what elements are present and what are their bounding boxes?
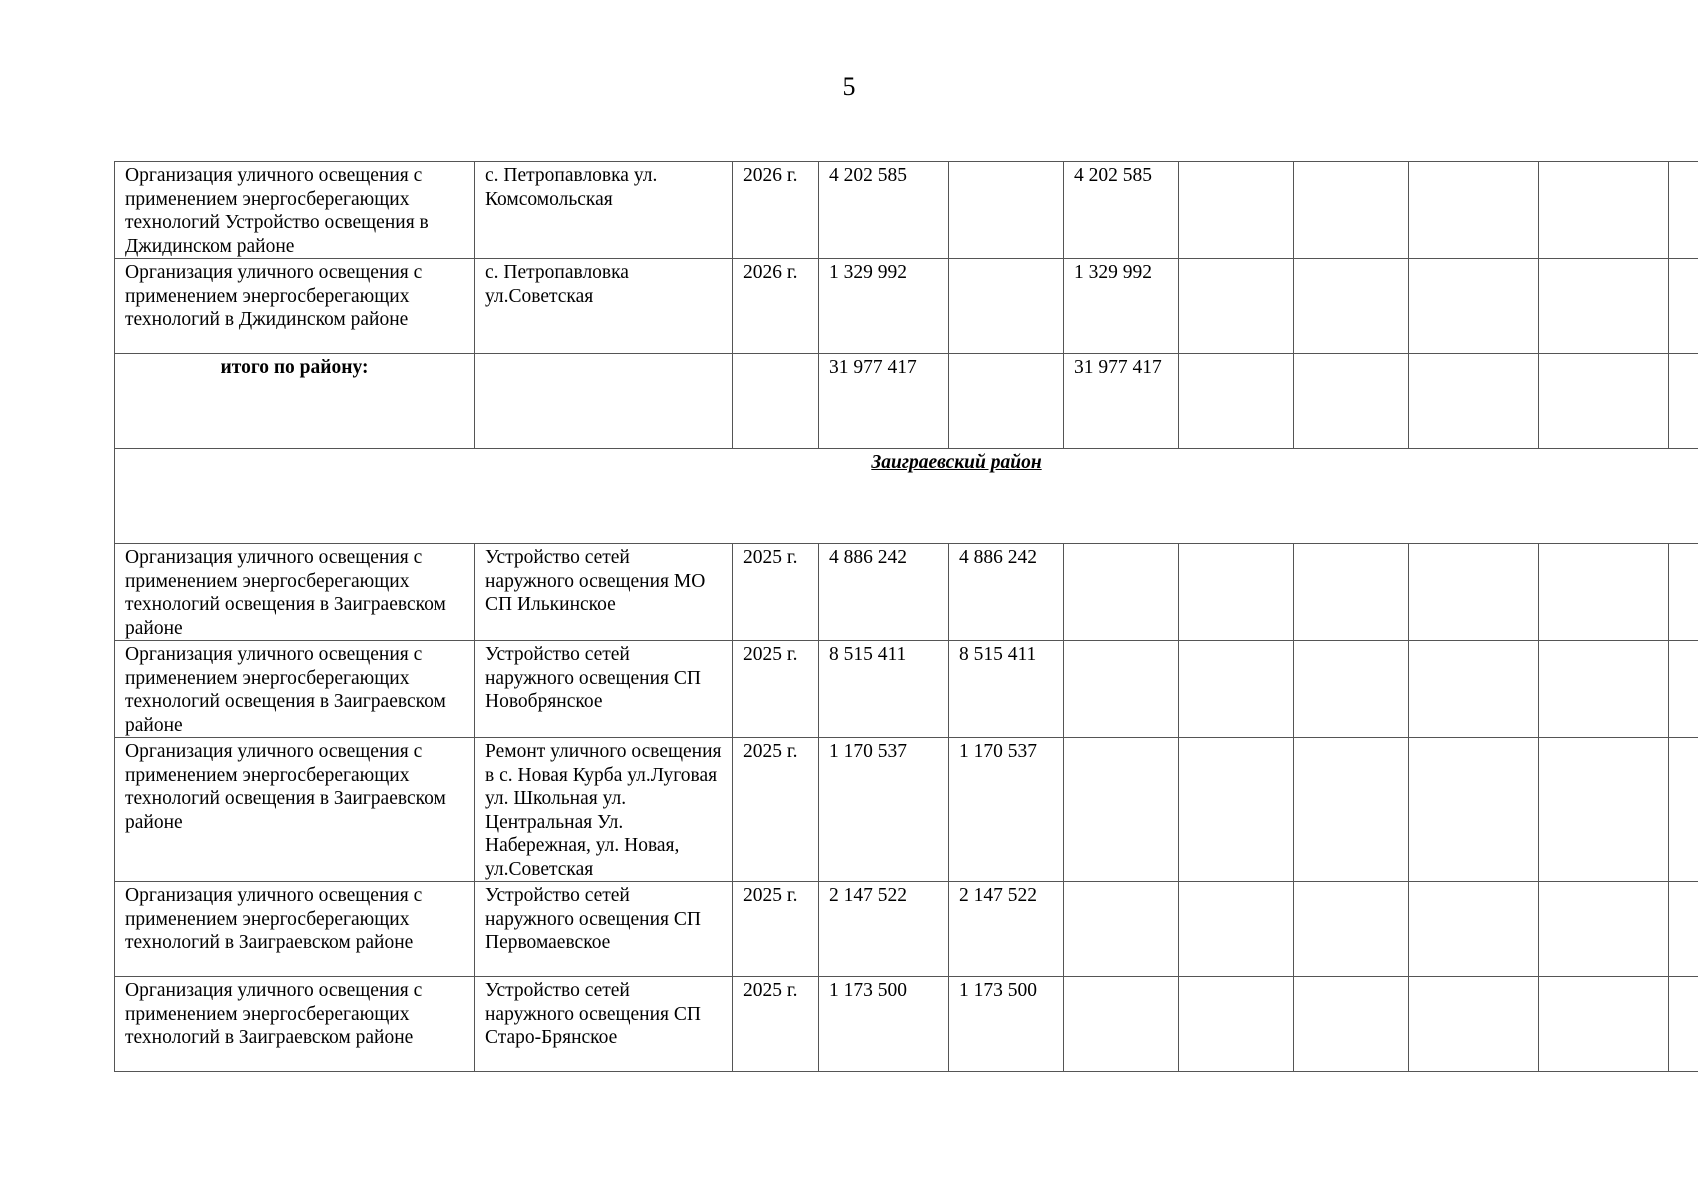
empty-cell xyxy=(1539,882,1669,977)
table-row xyxy=(115,882,1698,977)
table-row xyxy=(115,977,1698,1072)
total-amount-cell: 1 173 500 xyxy=(819,977,949,1072)
subtotal-row xyxy=(115,354,1698,449)
amount-2025-cell: 2 147 522 xyxy=(949,882,1064,977)
empty-cell xyxy=(1409,162,1539,259)
measure-name-cell: Организация уличного освещения с применением энергосберегающих технологий в Заиграевском районе xyxy=(115,977,475,1072)
empty-cell xyxy=(1179,641,1294,738)
amount-2026-cell xyxy=(1064,738,1179,882)
empty-cell xyxy=(1179,162,1294,259)
total-amount-cell: 4 202 585 xyxy=(819,162,949,259)
empty-cell xyxy=(1294,641,1409,738)
year-cell: 2025 г. xyxy=(733,641,819,738)
empty-cell xyxy=(1294,259,1409,354)
measure-name-cell: Организация уличного освещения с применением энергосберегающих технологий освещения в Заиграевском районе xyxy=(115,738,475,882)
empty-cell xyxy=(1179,738,1294,882)
location-cell: Устройство сетей наружного освещения СП Первомаевское xyxy=(475,882,733,977)
total-amount-cell: 1 170 537 xyxy=(819,738,949,882)
empty-cell xyxy=(1294,162,1409,259)
amount-2025-cell: 4 886 242 xyxy=(949,544,1064,641)
empty-cell xyxy=(1669,162,1698,259)
empty-cell xyxy=(1669,641,1698,738)
amount-2025-cell: 1 173 500 xyxy=(949,977,1064,1072)
amount-2026-cell xyxy=(1064,544,1179,641)
empty-cell xyxy=(1669,977,1698,1072)
location-cell: Устройство сетей наружного освещения СП Новобрянское xyxy=(475,641,733,738)
table-row xyxy=(115,162,1698,259)
table-row xyxy=(115,259,1698,354)
amount-2026-cell xyxy=(1064,977,1179,1072)
empty-cell xyxy=(1409,354,1539,449)
empty-cell xyxy=(1539,738,1669,882)
empty-cell xyxy=(1539,641,1669,738)
subtotal-label: итого по району: xyxy=(115,354,475,449)
empty-cell xyxy=(1294,882,1409,977)
empty-cell xyxy=(1539,354,1669,449)
year-cell: 2026 г. xyxy=(733,162,819,259)
empty-cell xyxy=(1294,354,1409,449)
amount-2026-cell xyxy=(1064,882,1179,977)
empty-cell xyxy=(1409,977,1539,1072)
amount-2025-cell: 8 515 411 xyxy=(949,641,1064,738)
section-title: Заиграевский район xyxy=(115,449,1698,544)
location-cell: Устройство сетей наружного освещения МО СП Илькинское xyxy=(475,544,733,641)
measure-name-cell: Организация уличного освещения с применением энергосберегающих технологий Устройство освещения в Джидинском районе xyxy=(115,162,475,259)
amount-2026-cell: 4 202 585 xyxy=(1064,162,1179,259)
empty-cell xyxy=(1669,354,1698,449)
subtotal-2025-cell xyxy=(949,354,1064,449)
empty-cell xyxy=(1539,259,1669,354)
table-row xyxy=(115,738,1698,882)
empty-cell xyxy=(1179,544,1294,641)
empty-cell xyxy=(1669,882,1698,977)
location-cell: с. Петропавловка ул. Комсомольская xyxy=(475,162,733,259)
empty-cell xyxy=(1179,354,1294,449)
amount-2025-cell xyxy=(949,259,1064,354)
measure-name-cell: Организация уличного освещения с применением энергосберегающих технологий в Заиграевском районе xyxy=(115,882,475,977)
total-amount-cell: 8 515 411 xyxy=(819,641,949,738)
empty-cell xyxy=(1179,259,1294,354)
empty-cell xyxy=(1539,977,1669,1072)
amount-2025-cell xyxy=(949,162,1064,259)
measure-name-cell: Организация уличного освещения с применением энергосберегающих технологий в Джидинском районе xyxy=(115,259,475,354)
empty-cell xyxy=(733,354,819,449)
subtotal-2026-cell: 31 977 417 xyxy=(1064,354,1179,449)
subtotal-total-cell: 31 977 417 xyxy=(819,354,949,449)
table-row xyxy=(115,544,1698,641)
measure-name-cell: Организация уличного освещения с применением энергосберегающих технологий освещения в Заиграевском районе xyxy=(115,544,475,641)
year-cell: 2025 г. xyxy=(733,738,819,882)
year-cell: 2025 г. xyxy=(733,544,819,641)
amount-2026-cell: 1 329 992 xyxy=(1064,259,1179,354)
empty-cell xyxy=(1669,738,1698,882)
total-amount-cell: 1 329 992 xyxy=(819,259,949,354)
empty-cell xyxy=(1409,882,1539,977)
page-number: 5 xyxy=(842,72,856,101)
empty-cell xyxy=(1294,977,1409,1072)
location-cell: Ремонт уличного освещения в с. Новая Курба ул.Луговая ул. Школьная ул. Центральная Ул. Набережная, ул. Новая, ул.Советская xyxy=(475,738,733,882)
empty-cell xyxy=(1294,738,1409,882)
empty-cell xyxy=(1179,882,1294,977)
empty-cell xyxy=(1409,641,1539,738)
table-row xyxy=(115,641,1698,738)
total-amount-cell: 2 147 522 xyxy=(819,882,949,977)
year-cell: 2026 г. xyxy=(733,259,819,354)
empty-cell xyxy=(1294,544,1409,641)
section-row xyxy=(115,449,1698,544)
total-amount-cell: 4 886 242 xyxy=(819,544,949,641)
program-table xyxy=(114,161,1698,1072)
empty-cell xyxy=(1539,162,1669,259)
empty-cell xyxy=(1409,544,1539,641)
empty-cell xyxy=(1669,259,1698,354)
empty-cell xyxy=(475,354,733,449)
amount-2025-cell: 1 170 537 xyxy=(949,738,1064,882)
empty-cell xyxy=(1409,259,1539,354)
empty-cell xyxy=(1179,977,1294,1072)
measure-name-cell: Организация уличного освещения с применением энергосберегающих технологий освещения в Заиграевском районе xyxy=(115,641,475,738)
year-cell: 2025 г. xyxy=(733,882,819,977)
empty-cell xyxy=(1539,544,1669,641)
location-cell: Устройство сетей наружного освещения СП Старо-Брянское xyxy=(475,977,733,1072)
empty-cell xyxy=(1409,738,1539,882)
empty-cell xyxy=(1669,544,1698,641)
year-cell: 2025 г. xyxy=(733,977,819,1072)
location-cell: с. Петропавловка ул.Советская xyxy=(475,259,733,354)
amount-2026-cell xyxy=(1064,641,1179,738)
